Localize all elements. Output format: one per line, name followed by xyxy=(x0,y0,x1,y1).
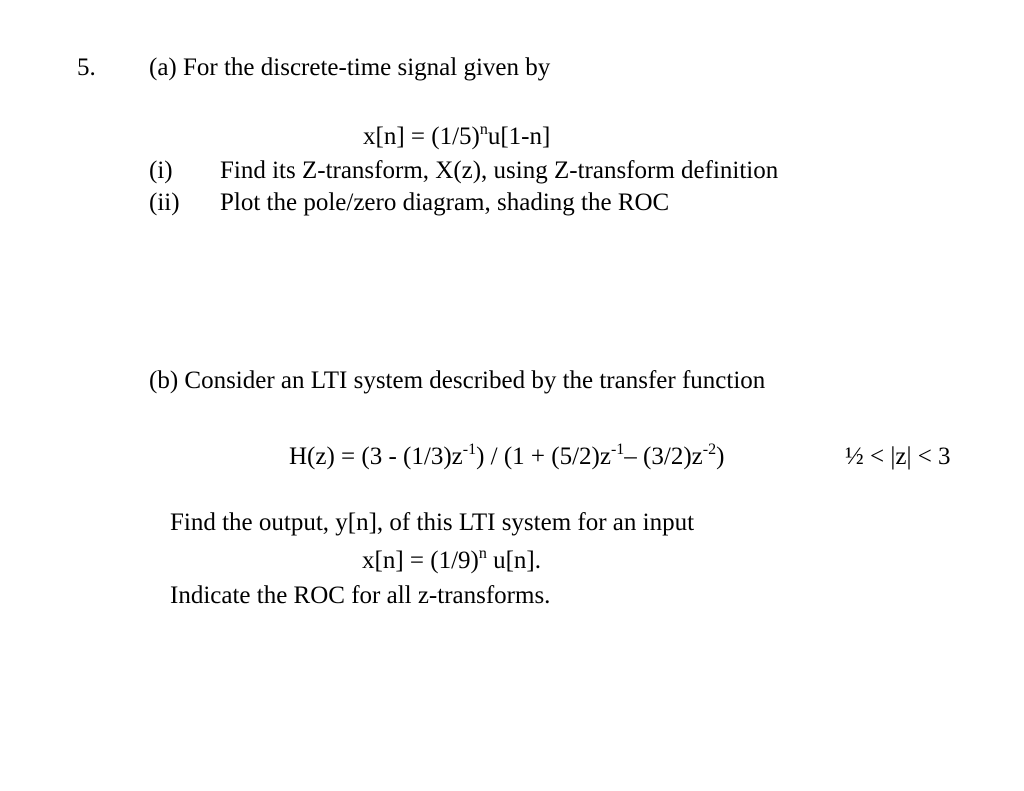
signal-equation-lhs: x[n] = (1/5) xyxy=(363,123,480,150)
roc-expression: ½ < |z| < 3 xyxy=(845,443,951,470)
signal-equation-rhs: u[1-n] xyxy=(487,123,551,150)
item-i-marker: (i) xyxy=(149,157,173,184)
tf-exp-1: -1 xyxy=(462,441,477,458)
transfer-function xyxy=(289,441,725,470)
input-equation xyxy=(362,545,542,574)
part-a-signal-equation xyxy=(363,121,551,150)
tf-term-3: – (3/2)z xyxy=(624,443,703,470)
roc-instruction: Indicate the ROC for all z-transforms. xyxy=(170,582,551,609)
input-equation-exponent: n xyxy=(478,545,487,562)
part-a-intro: (a) For the discrete-time signal given by xyxy=(149,54,551,81)
tf-exp-3: -2 xyxy=(702,441,717,458)
input-equation-lhs: x[n] = (1/9) xyxy=(362,547,479,574)
tf-term-2: ) / (1 + (5/2)z xyxy=(476,443,611,470)
tf-exp-2: -1 xyxy=(610,441,625,458)
tf-term-1: H(z) = (3 - (1/3)z xyxy=(289,443,463,470)
item-i-text: Find its Z-transform, X(z), using Z-transform definition xyxy=(220,157,779,184)
signal-equation-exponent: n xyxy=(479,121,488,138)
item-ii-text: Plot the pole/zero diagram, shading the ROC xyxy=(220,189,670,216)
part-b-intro: (b) Consider an LTI system described by the transfer function xyxy=(149,367,766,394)
input-equation-rhs: u[n]. xyxy=(486,547,542,574)
item-ii-marker: (ii) xyxy=(149,189,180,216)
tf-term-4: ) xyxy=(716,443,725,470)
question-number: 5. xyxy=(77,54,96,81)
task-line: Find the output, y[n], of this LTI system for an input xyxy=(170,509,695,536)
